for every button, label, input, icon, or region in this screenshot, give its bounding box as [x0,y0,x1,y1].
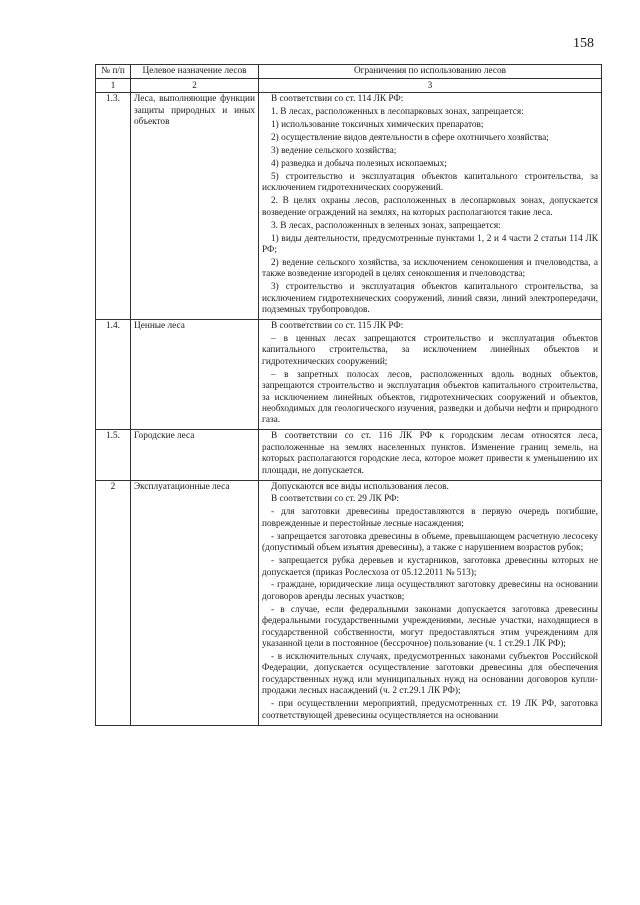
table-row [96,430,602,480]
column-number: 2 [131,79,259,93]
row-purpose: Ценные леса [131,320,259,430]
table-header-row [96,65,602,79]
restriction-line: - в случае, если федеральными законами допускается заготовка древесины федеральными государственными учреждениями, лесные участки, находящиеся в государственной собственности, могут предоставляться этим учреждениям для указанной цели в постоянное (бессрочное) пользование (ч. 1 ст.29.1 ЛК РФ); [262,604,598,650]
restriction-line: – в ценных лесах запрещаются строительство и эксплуатация объектов капитального строительства, за исключением линейных объектов и гидротехнических сооружений; [262,334,598,367]
column-number: 1 [96,79,131,93]
restriction-line: - в исключительных случаях, предусмотренных законами субъектов Российской Федерации, допускается осуществление заготовки древесины для обеспечения государственных нужд или муниципальных нужд на основании договоров купли-продажи лесных насаждений (ч. 2 ст.29.1 ЛК РФ); [262,651,598,697]
restriction-line: Допускаются все виды использования лесов. [271,481,449,492]
restriction-line: - запрещается заготовка древесины в объеме, превышающем расчетную лесосеку (допустимый объем изъятия древесины), а также с нарушением возрастов рубок; [262,531,598,554]
table-row [96,480,602,725]
restriction-line: - запрещается рубка деревьев и кустарников, заготовка древесины которых не допускается (приказ Рослесхоза от 05.12.2011 № 513); [262,556,598,578]
header-restrictions: Ограничения по использованию лесов [259,65,602,79]
restriction-line: - граждане, юридические лица осуществляют заготовку древесины на основании договоров аренды лесных участков; [262,580,598,602]
row-restrictions [259,93,602,320]
header-purpose: Целевое назначение лесов [131,65,259,79]
restriction-line: 2) ведение сельского хозяйства, за исключением сенокошения и пчеловодства, а также возведение изгородей в целях сенокошения и пчеловодства; [262,257,598,280]
table-row [96,320,602,430]
restriction-line: 2) осуществление видов деятельности в сфере охотничьего хозяйства; [271,133,549,144]
row-restrictions [259,430,602,480]
restriction-line: 3) строительство и эксплуатация объектов капитального строительства, за исключением гидротехнических сооружений, линий связи, линий электропередачи, подземных трубопроводов. [262,282,598,316]
row-number: 2 [96,480,131,725]
restriction-line: В соответствии со ст. 29 ЛК РФ: [271,494,400,505]
row-number: 1.3. [96,93,131,320]
restriction-line: В соответствии со ст. 115 ЛК РФ: [271,321,404,332]
header-number: № п/п [96,65,131,79]
row-restrictions [259,320,602,430]
row-purpose: Городские леса [131,430,259,480]
restriction-line: В соответствии со ст. 116 ЛК РФ к городским лесам относятся леса, расположенные на землях населенных пунктов. Изменение границ земель, на которых располагаются городские леса, которое может привести к уменьшению их площади, не допускается. [262,431,598,476]
restriction-line: - при осуществлении мероприятий, предусмотренных ст. 19 ЛК РФ, заготовка соответствующей древесины осуществляется на основании [262,699,598,721]
restriction-line: - для заготовки древесины предоставляются в первую очередь погибшие, поврежденные и перестойные лесные насаждения; [262,507,598,529]
restriction-line: 4) разведка и добыча полезных ископаемых; [271,159,447,170]
column-number-row [96,79,602,93]
restriction-line: 3. В лесах, расположенных в зеленых зонах, запрещается: [271,220,501,231]
row-number: 1.5. [96,430,131,480]
row-restrictions [259,480,602,725]
restriction-line: – в запретных полосах лесов, расположенных вдоль водных объектов, запрещаются строительство и эксплуатация объектов капитального строительства, за исключением линейных объектов, гидротехнических сооружений и объектов, необходимых для геологического изучения, разведки и добычи нефти и природного газа. [262,369,598,426]
restriction-line: 3) ведение сельского хозяйства; [271,146,397,157]
forest-restrictions-table [95,64,602,726]
column-number: 3 [259,79,602,93]
row-number: 1.4. [96,320,131,430]
row-purpose: Эксплуатационные леса [131,480,259,725]
restriction-line: В соответствии со ст. 114 ЛК РФ: [271,94,404,105]
restriction-line: 1) использование токсичных химических препаратов; [271,120,484,131]
restriction-line: 1) виды деятельности, предусмотренные пунктами 1, 2 и 4 части 2 статьи 114 ЛК РФ; [262,233,598,256]
page-number: 158 [573,36,594,51]
restriction-line: 2. В целях охраны лесов, расположенных в лесопарковых зонах, допускается возведение ограждений на землях, на которых располагаются такие леса. [262,196,598,218]
restriction-line: 5) строительство и эксплуатация объектов капитального строительства, за исключением гидротехнических сооружений. [262,172,598,194]
row-purpose: Леса, выполняющие функции защиты природных и иных объектов [131,93,259,320]
restriction-line: 1. В лесах, расположенных в лесопарковых зонах, запрещается: [271,107,524,118]
table-row [96,93,602,320]
